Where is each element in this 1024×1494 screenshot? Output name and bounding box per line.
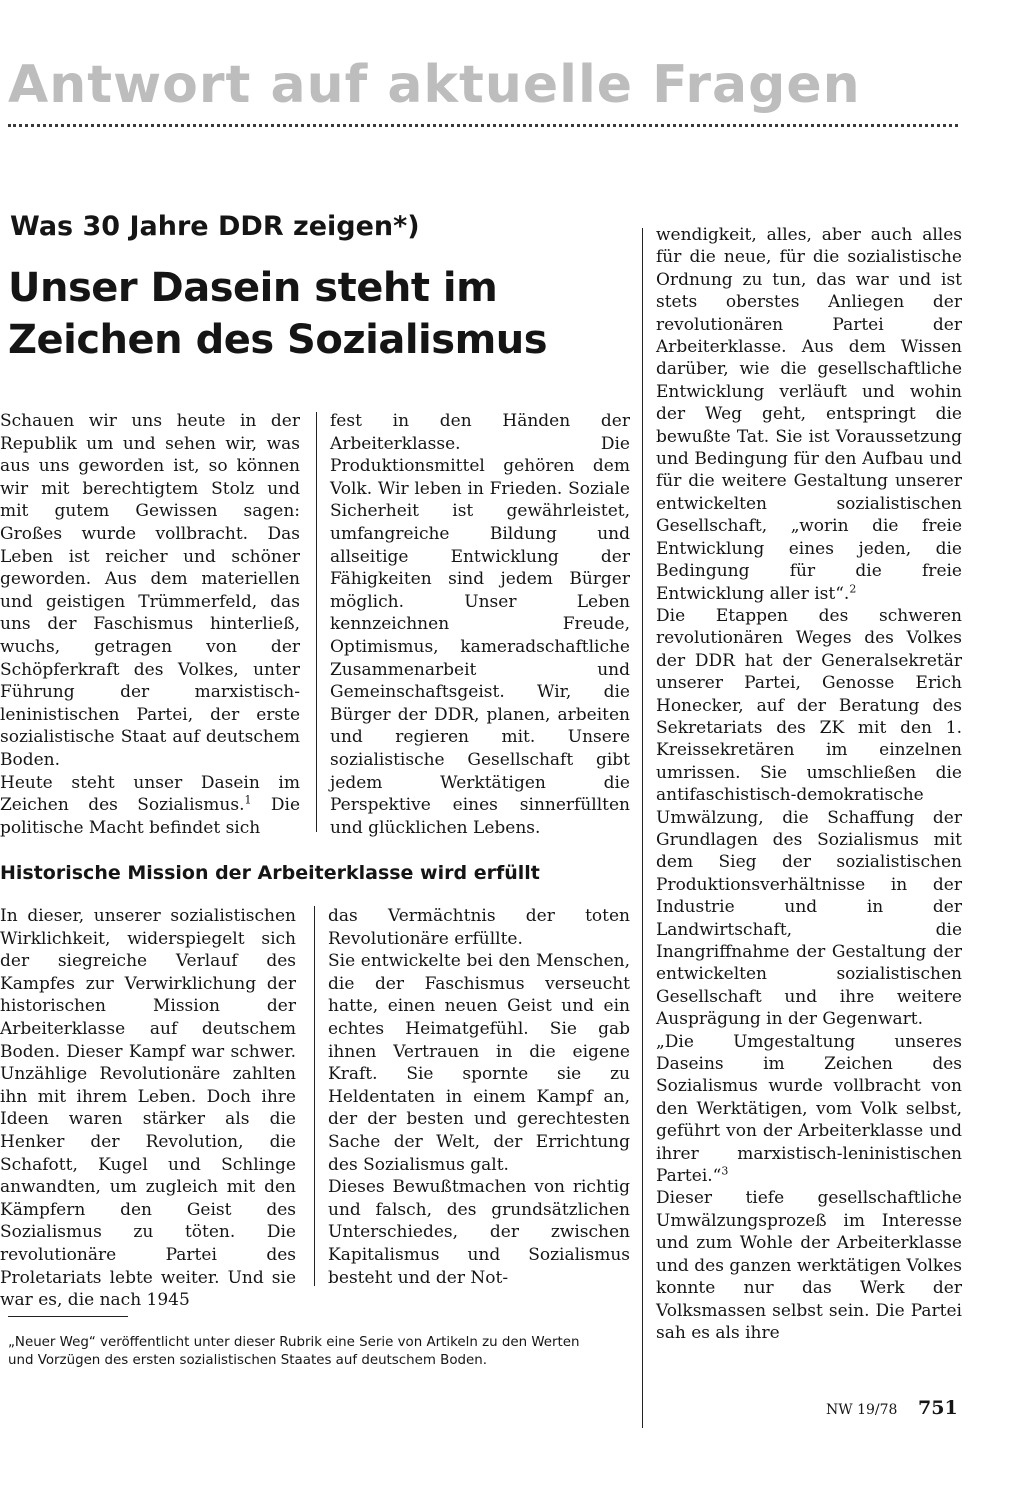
section-subheading: Historische Mission der Arbeiterklasse wird erfüllt [0, 862, 540, 884]
rubric-divider [8, 124, 958, 127]
footnote-divider [8, 1316, 128, 1317]
section-paragraph-4: Dieses Bewußtmachen von richtig und falsch, des grundsätzlichen Unterschiedes, der zwischen Kapitalismus und Sozialismus besteht und der Not- [328, 1177, 630, 1288]
article-kicker: Was 30 Jahre DDR zeigen*) [10, 211, 420, 242]
right-paragraph-1-text: wendigkeit, alles, aber auch alles für die neue, für die sozialistische Ordnung zu tun, das war und ist stets oberstes Anliegen der revolutionären Partei der Arbeiterklasse. Aus dem Wissen darüber, wie die gesellschaftliche Entwicklung verläuft und wohin der Weg geht, entspringt die bewußte Tat. Sie ist Voraussetzung und Bedingung für den Aufbau und für die weitere Gestaltung unserer entwickelten sozialistischen Gesellschaft, „worin die freie Entwicklung eines jeden, die Bedingung für die freie Entwicklung aller ist“. [656, 225, 962, 604]
footnote [8, 1334, 628, 1370]
intro-paragraph-2-text: Heute steht unser Dasein im Zeichen des Sozialismus. [0, 772, 300, 816]
right-paragraph-1 [656, 224, 962, 605]
footnote-line-2: und Vorzügen des ersten sozialistischen Staates auf deutschem Boden. [8, 1353, 488, 1368]
right-paragraph-3-text: „Die Umgestaltung unseres Daseins im Zeichen des Sozialismus wurde vollbracht von den Werktätigen, vom Volk selbst, geführt von der Arbeiterklasse und ihrer marxistisch-leninistischen Partei.“ [656, 1031, 962, 1187]
intro-column-2 [330, 410, 630, 839]
right-column [656, 224, 962, 1344]
intro-paragraph-1: Schauen wir uns heute in der Republik um und sehen wir, was aus uns geworden ist, so können wir mit berechtigtem Stolz und mit gutem Gewissen sagen: Großes wurde vollbracht. Das Leben ist reicher und schöner geworden. Aus dem materiellen und geistigen Trümmerfeld, das uns der Faschismus hinterließ, wuchs, getragen von der Schöpferkraft des Volkes, unter Führung der marxistisch-leninistischen Partei, der erste sozialistische Staat auf deutschem Boden. [0, 411, 300, 770]
issue-label: NW 19/78 [826, 1402, 898, 1418]
intro-column-1 [0, 410, 300, 839]
section-column-2 [328, 905, 630, 1289]
intro-paragraph-3: fest in den Händen der Arbeiterklasse. Die Produktionsmittel gehören dem Volk. Wir leben in Frieden. Soziale Sicherheit ist gewährleistet, umfangreiche Bildung und allseitige Entwicklung der Fähigkeiten sind jedem Bürger möglich. Unser Leben kennzeichnen Freude, Optimismus, kameradschaftliche Zusammenarbeit und Gemeinschaftsgeist. Wir, die Bürger der DDR, planen, arbeiten und regieren mit. Unsere sozialistische Gesellschaft gibt jedem Werktätigen die Perspektive eines sinnerfüllten und glücklichen Lebens. [330, 411, 630, 838]
intro-paragraph-2 [0, 772, 300, 840]
section-paragraph-2: das Vermächtnis der toten Revolutionäre erfüllte. [328, 906, 630, 949]
footnote-marker-1: 1 [244, 793, 252, 807]
right-paragraph-2: Die Etappen des schweren revolutionären Weges des Volkes der DDR hat der Generalsekretär unserer Partei, Genosse Erich Honecker, auf der Beratung des Sekretariats des ZK mit den 1. Kreissekretären im einzelnen umrissen. Sie umschließen die antifaschistisch-demokratische Umwälzung, die Schaffung der Grundlagen des Sozialismus mit dem Sieg der sozialistischen Produktionsverhältnisse in der Industrie und in der Landwirtschaft, die Inangriffnahme der Gestaltung der entwickelten sozialistischen Gesellschaft und ihre weitere Ausprägung in der Gegenwart. [656, 605, 962, 1030]
article-headline [8, 262, 608, 366]
column-divider-1 [316, 412, 317, 832]
section-paragraph-3: Sie entwickelte bei den Menschen, die der Faschismus verseucht hatte, einen neuen Geist und ein echtes Heimatgefühl. Sie gab ihnen Vertrauen in die eigene Kraft. Sie spornte sie zu Heldentaten in einem Kampf an, der der besten und gerechtesten Sache der Welt, der Errichtung des Sozialismus galt. [328, 951, 630, 1175]
column-divider-2 [314, 906, 315, 1286]
headline-line-2: Zeichen des Sozialismus [8, 317, 548, 363]
column-divider-3 [642, 228, 643, 1428]
rubric-title: Antwort auf aktuelle Fragen [8, 55, 861, 115]
footnote-marker-2: 2 [849, 581, 857, 595]
footnote-line-1: „Neuer Weg“ veröffentlicht unter dieser Rubrik eine Serie von Artikeln zu den Werten [8, 1335, 580, 1350]
right-paragraph-4: Dieser tiefe gesellschaftliche Umwälzungsprozeß im Interesse und zum Wohle der Arbeiterklasse und des ganzen werktätigen Volkes konnte nur das Werk der Volksmassen selbst sein. Die Partei sah es als ihre [656, 1188, 962, 1343]
headline-line-1: Unser Dasein steht im [8, 265, 498, 311]
right-paragraph-3 [656, 1031, 962, 1188]
section-column-1 [0, 905, 296, 1312]
section-paragraph-1: In dieser, unserer sozialistischen Wirklichkeit, widerspiegelt sich der siegreiche Verlauf des Kampfes zur Verwirklichung der historischen Mission der Arbeiterklasse auf deutschem Boden. Dieser Kampf war schwer. Unzählige Revolutionäre zahlten ihn mit ihrem Leben. Doch ihre Ideen waren stärker als die Henker der Revolution, die Schafott, Kugel und Schlinge anwandten, um zugleich mit den Kämpfern den Geist des Sozialismus zu töten. Die revolutionäre Partei des Proletariats lebte weiter. Und sie war es, die nach 1945 [0, 906, 296, 1311]
page-number: 751 [918, 1397, 958, 1419]
intro-paragraph-2-end: Die politische Macht befindet sich [0, 795, 300, 838]
footnote-marker-3: 3 [721, 1164, 729, 1178]
